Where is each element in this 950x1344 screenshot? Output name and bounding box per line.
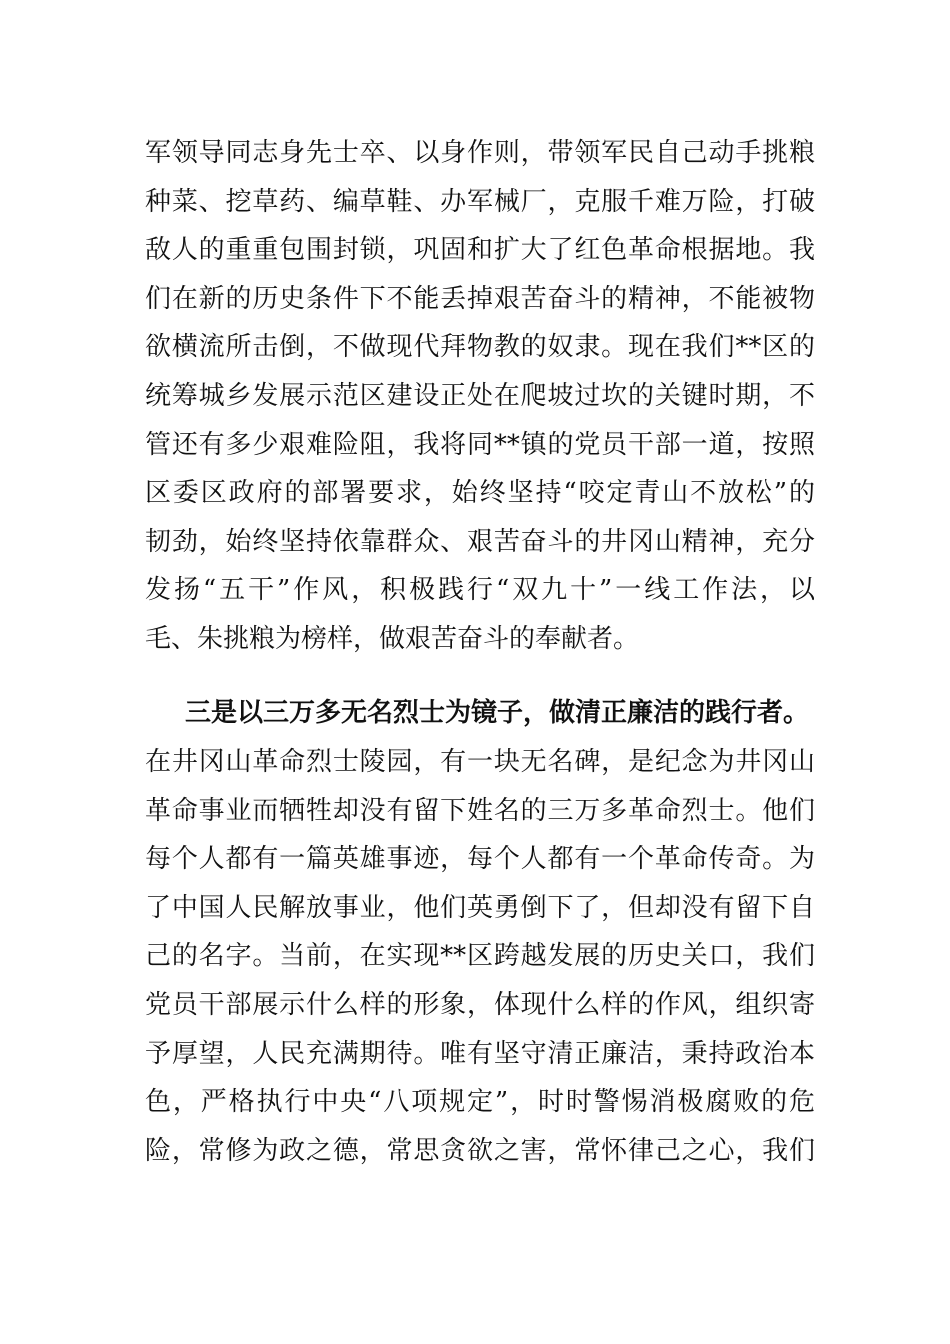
paragraph-2-line: 在井冈山革命烈士陵园，有一块无名碑，是纪念为井冈山 xyxy=(145,747,815,777)
paragraph-1-line: 敌人的重重包围封锁，巩固和扩大了红色革命根据地。我 xyxy=(145,235,815,266)
paragraph-1-line: 毛、朱挑粮为榜样，做艰苦奋斗的奉献者。 xyxy=(145,623,640,654)
paragraph-2-line: 党员干部展示什么样的形象，体现什么样的作风，组织寄 xyxy=(145,989,815,1020)
paragraph-2-line: 己的名字。当前，在实现**区跨越发展的历史关口，我们 xyxy=(145,941,815,972)
paragraph-1-line: 统筹城乡发展示范区建设正处在爬坡过坎的关键时期，不 xyxy=(145,380,815,411)
paragraph-2-line: 了中国人民解放事业，他们英勇倒下了，但却没有留下自 xyxy=(145,892,815,923)
paragraph-2-line: 每个人都有一篇英雄事迹，每个人都有一个革命传奇。为 xyxy=(145,844,815,875)
section-heading xyxy=(145,689,815,738)
paragraph-2-line: 革命事业而牺牲却没有留下姓名的三万多革命烈士。他们 xyxy=(145,795,815,826)
paragraph-1-line: 发扬“五干”作风，积极践行“双九十”一线工作法，以 xyxy=(145,575,815,606)
paragraph-1 xyxy=(145,129,815,664)
paragraph-2-line: 予厚望，人民充满期待。唯有坚守清正廉洁，秉持政治本 xyxy=(145,1038,815,1069)
paragraph-2-line: 险，常修为政之德，常思贪欲之害，常怀律己之心，我们 xyxy=(145,1135,815,1166)
paragraph-1-line: 韧劲，始终坚持依靠群众、艰苦奋斗的井冈山精神，充分 xyxy=(145,526,815,557)
paragraph-2 xyxy=(145,738,815,1175)
paragraph-1-line: 们在新的历史条件下不能丢掉艰苦奋斗的精神，不能被物 xyxy=(145,283,815,314)
section-heading-text: 三是以三万多无名烈士为镜子，做清正廉洁的践行者。 xyxy=(185,698,810,728)
paragraph-1-line: 军领导同志身先士卒、以身作则，带领军民自己动手挑粮 xyxy=(145,138,815,168)
paragraph-1-line: 区委区政府的部署要求，始终坚持“咬定青山不放松”的 xyxy=(145,478,815,509)
paragraph-1-line: 种菜、挖草药、编草鞋、办军械厂，克服千难万险，打破 xyxy=(145,186,815,217)
paragraph-2-line: 色，严格执行中央“八项规定”，时时警惕消极腐败的危 xyxy=(145,1087,815,1118)
paragraph-1-line: 管还有多少艰难险阻，我将同**镇的党员干部一道，按照 xyxy=(145,429,815,460)
paragraph-1-line: 欲横流所击倒，不做现代拜物教的奴隶。现在我们**区的 xyxy=(145,332,815,363)
